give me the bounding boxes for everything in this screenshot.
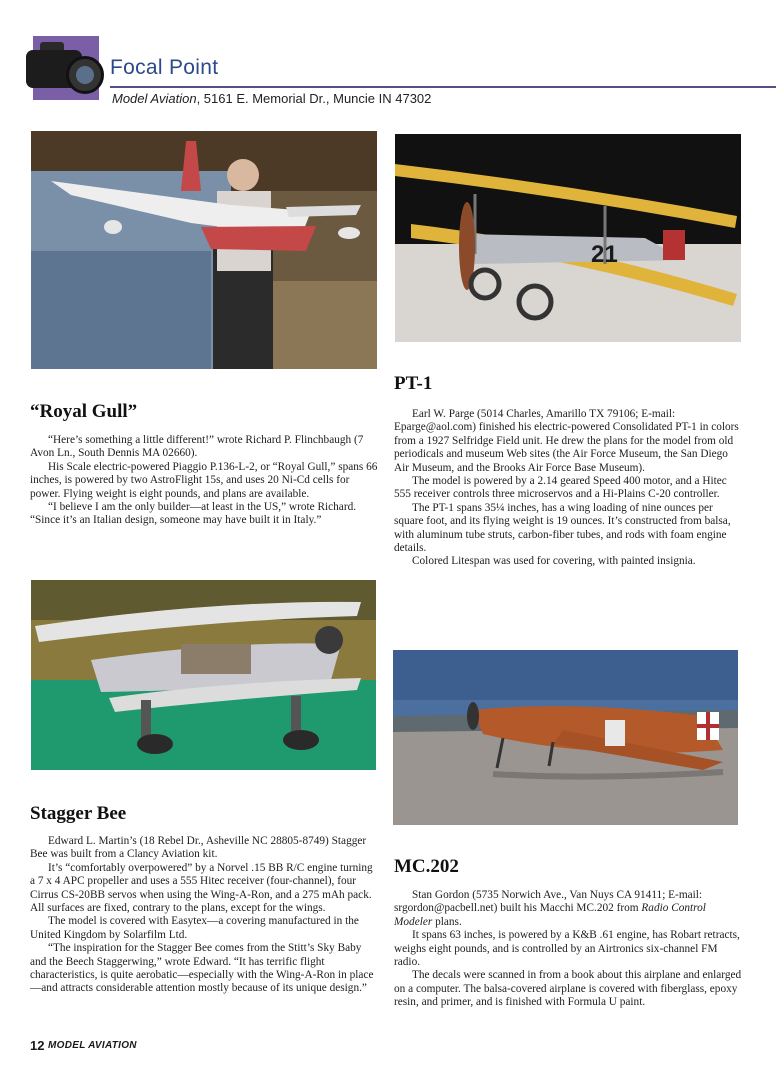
stagger-bee-body xyxy=(30,835,378,996)
royal-gull-paragraph: “I believe I am the only builder—at least in the US,” wrote Richard. “Since it’s an Italian design, someone may have built it in Italy.” xyxy=(30,501,357,527)
mc202-heading: MC.202 xyxy=(394,856,459,877)
masthead-magazine: Model Aviation xyxy=(112,91,197,106)
royal-gull-body xyxy=(30,434,378,528)
royal-gull-photo xyxy=(31,131,377,369)
mc202-p1-italic: Radio Control Modeler xyxy=(394,902,706,928)
mc202-paragraph: The decals were scanned in from a book about this airplane and enlarged on a computer. The balsa-covered airplane is covered with fiberglass, epoxy resin, and primer, and is finished with Formula U paint. xyxy=(394,969,742,1009)
pt1-body xyxy=(394,408,742,569)
pt1-heading: PT-1 xyxy=(394,373,433,394)
pt1-tail-number: 21 xyxy=(591,241,618,268)
stagger-bee-paragraph: It’s “comfortably overpowered” by a Norvel .15 BB R/C engine turning a 7 x 4 APC propeller and uses a 555 Hitec receiver (four-channel), four Cirrus CS-20BB servos when using the Wing-A-Ron, and a 275 mAh pack. All surfaces are fixed, contrary to the plans, except for the wings. xyxy=(30,861,373,915)
royal-gull-heading: “Royal Gull” xyxy=(30,401,138,422)
mc202-p1-after: plans. xyxy=(432,915,462,928)
stagger-bee-paragraph: “The inspiration for the Stagger Bee comes from the Stitt’s Sky Baby and the Beech Staggerwing,” wrote Edward. “It has terrific flight characteristics, is quite aerobatic—especially with the Wing-A-Ron in place—and attracts considerable attention mostly because of its unique design.” xyxy=(30,942,374,995)
mc202-paragraph: It spans 63 inches, is powered by a K&B .61 engine, has Robart retracts, weighs eight pounds, and is controlled by an Airtronics six-channel FM radio. xyxy=(394,929,740,969)
pt1-paragraph: Earl W. Parge (5014 Charles, Amarillo TX 79106; E-mail: Eparge@aol.com) finished his electric-powered Consolidated PT-1 in colors from a 1927 Selfridge Field unit. He drew the plans for the model from old periodicals and museum Web sites (the Air Force Museum, the San Diego Air Museum, and the Brooks Air Force Base Museum). xyxy=(394,408,739,474)
pt1-paragraph: Colored Litespan was used for covering, with painted insignia. xyxy=(412,555,696,568)
page-number: 12 xyxy=(30,1038,45,1053)
mc202-body xyxy=(394,889,742,1010)
camera-lens-glass xyxy=(76,66,94,84)
mc202-photo xyxy=(393,650,738,825)
masthead xyxy=(112,91,431,106)
pt1-photo xyxy=(395,134,741,342)
stagger-bee-photo xyxy=(31,580,376,770)
pt1-paragraph: The PT-1 spans 35¼ inches, has a wing loading of nine ounces per square foot, and its flying weight is 19 ounces. It’s constructed from balsa, with aluminum tube struts, carbon-fiber tubes, and rods with foam engine details. xyxy=(394,501,731,555)
footer-magazine: MODEL AVIATION xyxy=(48,1040,137,1051)
royal-gull-paragraph: “Here’s something a little different!” wrote Richard P. Flinchbaugh (7 Avon Ln., South Dennis MA 02660). xyxy=(30,434,364,460)
pt1-paragraph: The model is powered by a 2.14 geared Speed 400 motor, and a Hitec 555 receiver controls three microservos and a Hi-Plains C-20 controller. xyxy=(394,475,727,501)
stagger-bee-paragraph: The model is covered with Easytex—a covering manufactured in the United Kingdom by Solarfilm Ltd. xyxy=(30,915,359,941)
mc202-paragraph-1 xyxy=(394,889,742,929)
header-rule xyxy=(110,86,776,88)
royal-gull-paragraph: His Scale electric-powered Piaggio P.136-L-2, or “Royal Gull,” spans 66 inches, is powered by two AstroFlight 15s, and uses 20 Ni-Cd cells for power. Flying weight is eight pounds, and plans are available. xyxy=(30,460,378,500)
stagger-bee-paragraph: Edward L. Martin’s (18 Rebel Dr., Asheville NC 28805-8749) Stagger Bee was built from a Clancy Aviation kit. xyxy=(30,835,367,861)
section-title: Focal Point xyxy=(110,56,219,79)
masthead-address: , 5161 E. Memorial Dr., Muncie IN 47302 xyxy=(196,91,432,106)
stagger-bee-heading: Stagger Bee xyxy=(30,803,127,824)
mc202-p1-before: Stan Gordon (5735 Norwich Ave., Van Nuys CA 91411; E-mail: srgordon@pacbell.net) built his Macchi MC.202 from xyxy=(394,889,703,915)
